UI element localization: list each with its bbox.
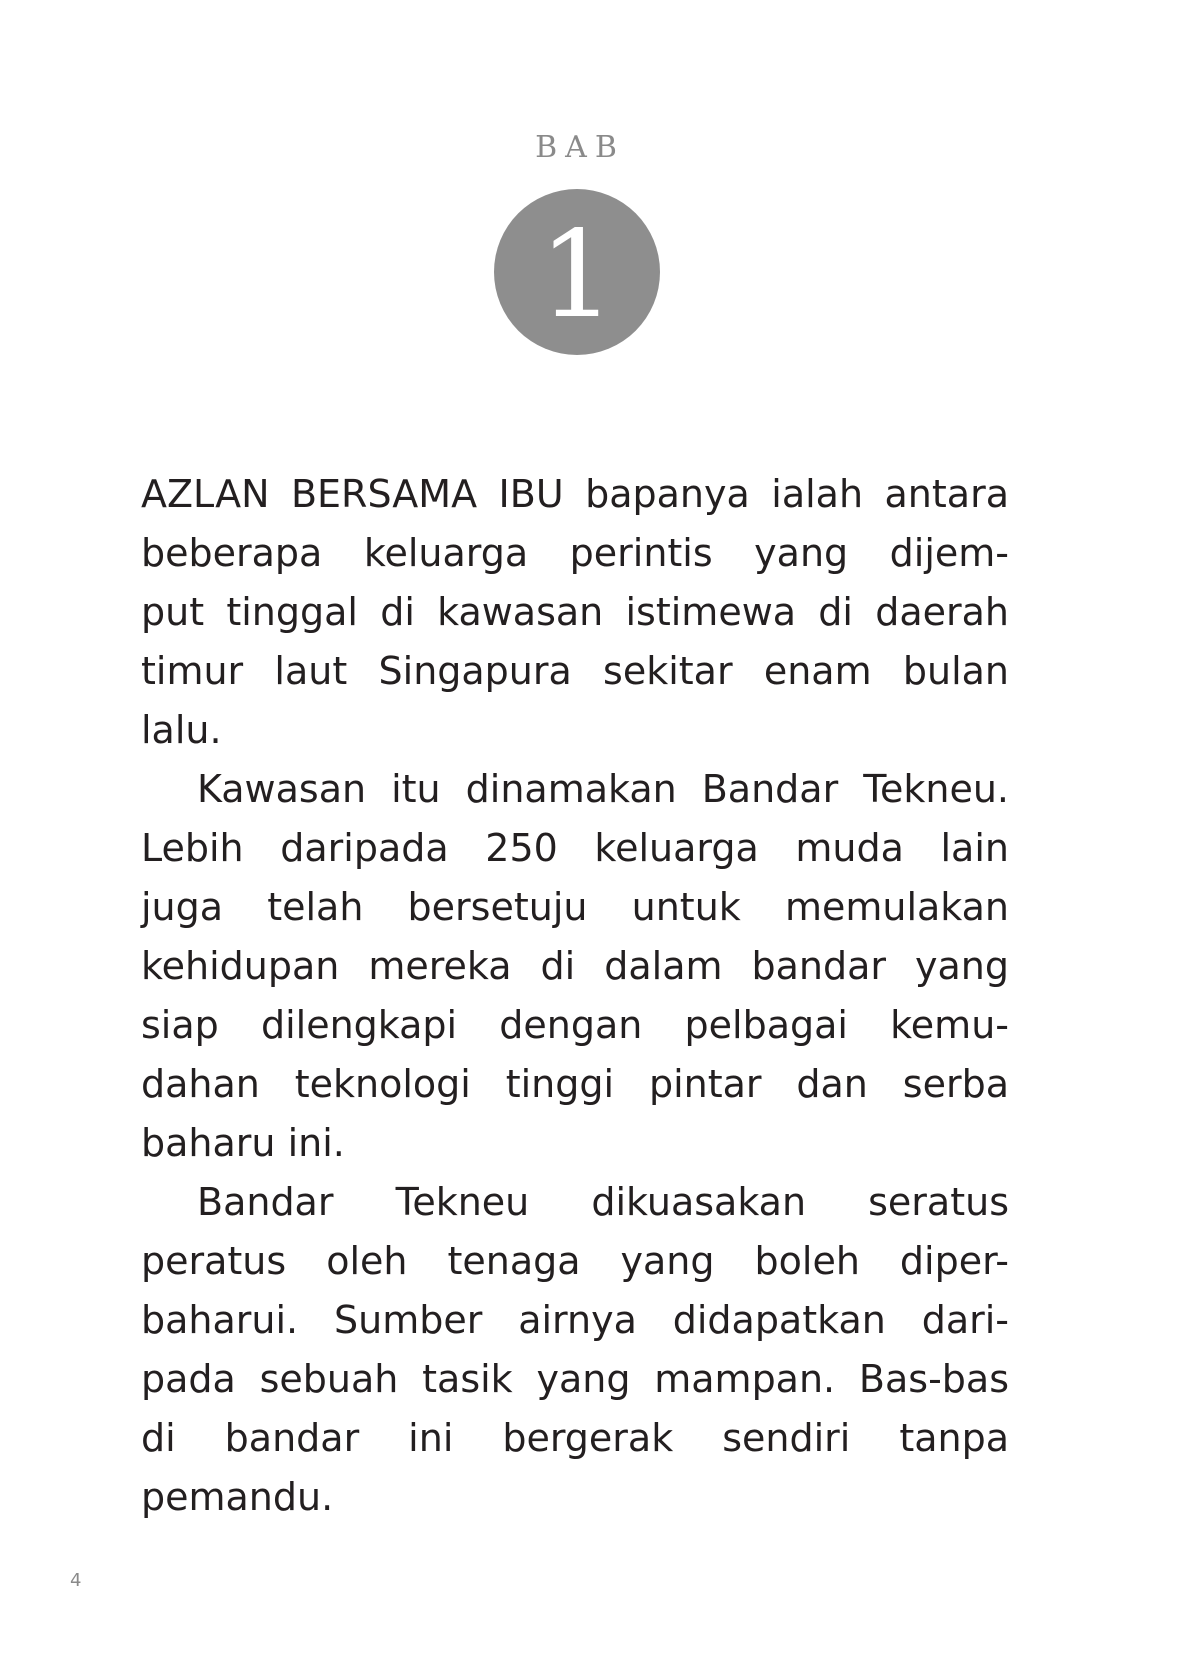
text-line: pemandu. — [141, 1475, 334, 1519]
text-line: peratus oleh tenaga yang boleh diper- — [141, 1239, 1009, 1283]
text-line: baharui. Sumber airnya didapatkan dari- — [141, 1298, 1009, 1342]
text-line: beberapa keluarga perintis yang dijem- — [141, 531, 1009, 575]
paragraph-1 — [141, 465, 1009, 760]
text-line: juga telah bersetuju untuk memulakan — [141, 885, 1009, 929]
text-line: Kawasan itu dinamakan Bandar Tekneu. — [197, 767, 1009, 811]
text-line: Bandar Tekneu dikuasakan seratus — [197, 1180, 1009, 1224]
text-line: lalu. — [141, 708, 222, 752]
text-line: dahan teknologi tinggi pintar dan serba — [141, 1062, 1009, 1106]
text-line: AZLAN BERSAMA IBU bapanya ialah antara — [141, 472, 1009, 516]
text-line: di bandar ini bergerak sendiri tanpa — [141, 1416, 1009, 1460]
text-line: Lebih daripada 250 keluarga muda lain — [141, 826, 1009, 870]
paragraph-2 — [141, 760, 1009, 1173]
text-line: timur laut Singapura sekitar enam bulan — [141, 649, 1009, 693]
text-line: put tinggal di kawasan istimewa di daerah — [141, 590, 1009, 634]
chapter-body — [141, 465, 1009, 1527]
text-line: pada sebuah tasik yang mampan. Bas-bas — [141, 1357, 1009, 1401]
chapter-number-badge — [494, 189, 660, 355]
text-line: kehidupan mereka di dalam bandar yang — [141, 944, 1009, 988]
page-number: 4 — [70, 1570, 82, 1591]
chapter-number: 1 — [538, 206, 616, 345]
chapter-label: BAB — [535, 130, 625, 165]
text-line: baharu ini. — [141, 1121, 345, 1165]
paragraph-3 — [141, 1173, 1009, 1527]
text-line: siap dilengkapi dengan pelbagai kemu- — [141, 1003, 1009, 1047]
